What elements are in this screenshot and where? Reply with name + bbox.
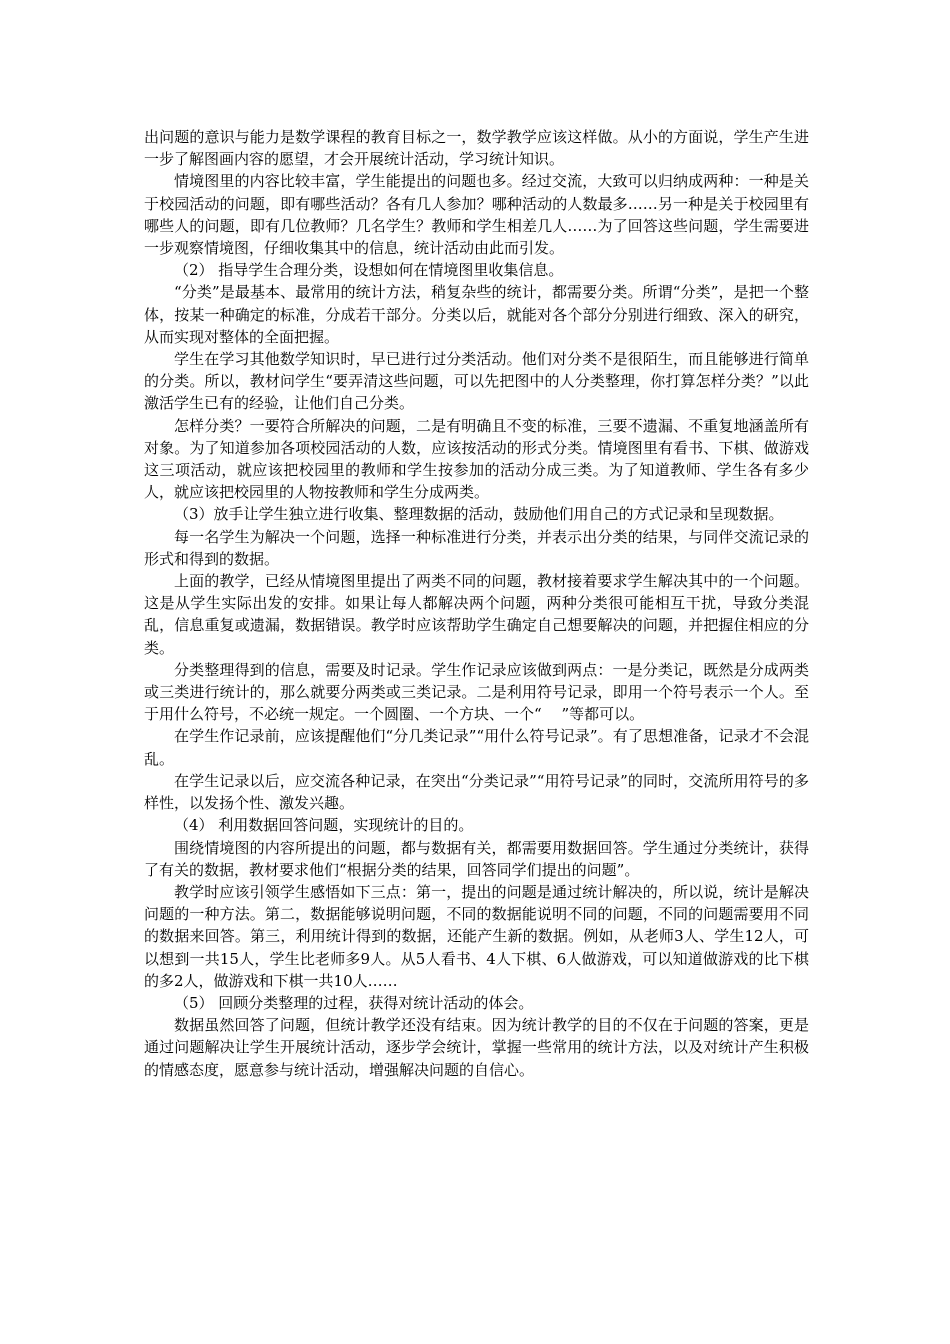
document-body [144,126,809,1081]
paragraph: 围绕情境图的内容所提出的问题，都与数据有关，都需要用数据回答。学生通过分类统计，获得了有关的数据，教材要求他们“根据分类的结果，回答同学们提出的问题”。 [144,838,809,879]
paragraph: 怎样分类？一要符合所解决的问题，二是有明确且不变的标准，三要不遗漏、不重复地涵盖所有对象。为了知道参加各项校园活动的人数，应该按活动的形式分类。情境图里有看书、下棋、做游戏这三项活动，就应该把校园里的教师和学生按参加的活动分成三类。为了知道教师、学生各有多少人，就应该把校园里的人物按教师和学生分成两类。 [144,416,809,502]
paragraph: 在学生记录以后，应交流各种记录，在突出“分类记录”“用符号记录”的同时，交流所用符号的多样性，以发扬个性、激发兴趣。 [144,771,809,813]
paragraph: 教学时应该引领学生感悟如下三点：第一，提出的问题是通过统计解决的，所以说，统计是解决问题的一种方法。第二，数据能够说明问题，不同的数据能说明不同的问题，不同的问题需要用不同的数据来回答。第三，利用统计得到的数据，还能产生新的数据。例如，从老师3人、学生12人，可以想到一共15人，学生比老师多9人。从5人看书、4人下棋、6人做游戏，可以知道做游戏的比下棋的多2人，做游戏和下棋一共10人…… [144,882,809,990]
section-heading-4: （4） 利用数据回答问题，实现统计的目的。 [174,816,474,835]
paragraph: 在学生作记录前，应该提醒他们“分几类记录”“用什么符号记录”。有了思想准备，记录才不会混乱。 [144,727,809,768]
section-heading-2: （2） 指导学生合理分类，设想如何在情境图里收集信息。 [174,261,564,280]
paragraph: 分类整理得到的信息，需要及时记录。学生作记录应该做到两点：一是分类记，既然是分成两类或三类进行统计的，那么就要分两类或三类记录。二是利用符号记录，即用一个符号表示一个人。至于用什么符号，不必统一规定。一个圆圈、一个方块、一个“ ”等都可以。 [144,660,809,724]
paragraph: 出问题的意识与能力是数学课程的教育目标之一，数学教学应该这样做。从小的方面说，学生产生进一步了解图画内容的愿望，才会开展统计活动，学习统计知识。 [144,128,809,169]
section-heading-3: （3）放手让学生独立进行收集、整理数据的活动，鼓励他们用自己的方式记录和呈现数据。 [174,505,784,524]
paragraph: “分类”是最基本、最常用的统计方法，稍复杂些的统计，都需要分类。所谓“分类”，是把一个整体，按某一种确定的标准，分成若干部分。分类以后，就能对各个部分分别进行细致、深入的研究，从而实现对整体的全面把握。 [144,283,809,346]
paragraph: 上面的教学，已经从情境图里提出了两类不同的问题，教材接着要求学生解决其中的一个问题。这是从学生实际出发的安排。如果让每人都解决两个问题，两种分类很可能相互干扰，导致分类混乱，信息重复或遗漏，数据错误。教学时应该帮助学生确定自己想要解决的问题，并把握住相应的分类。 [144,572,809,657]
paragraph: 每一名学生为解决一个问题，选择一种标准进行分类，并表示出分类的结果，与同伴交流记录的形式和得到的数据。 [144,527,809,568]
paragraph: 数据虽然回答了问题，但统计教学还没有结束。因为统计教学的目的不仅在于问题的答案，更是通过问题解决让学生开展统计活动，逐步学会统计，掌握一些常用的统计方法，以及对统计产生积极的情感态度，愿意参与统计活动，增强解决问题的自信心。 [144,1016,809,1079]
paragraph: 情境图里的内容比较丰富，学生能提出的问题也多。经过交流，大致可以归纳成两种：一种是关于校园活动的问题，即有哪些活动？各有几人参加？哪种活动的人数最多……另一种是关于校园里有哪些人的问题，即有几位教师？几名学生？教师和学生相差几人……为了回答这些问题，学生需要进一步观察情境图，仔细收集其中的信息，统计活动由此而引发。 [144,172,809,258]
paragraph: 学生在学习其他数学知识时，早已进行过分类活动。他们对分类不是很陌生，而且能够进行简单的分类。所以，教材问学生“要弄清这些问题，可以先把图中的人分类整理，你打算怎样分类？”以此激活学生已有的经验，让他们自己分类。 [144,350,809,413]
section-heading-5: （5） 回顾分类整理的过程，获得对统计活动的体会。 [174,993,534,1012]
